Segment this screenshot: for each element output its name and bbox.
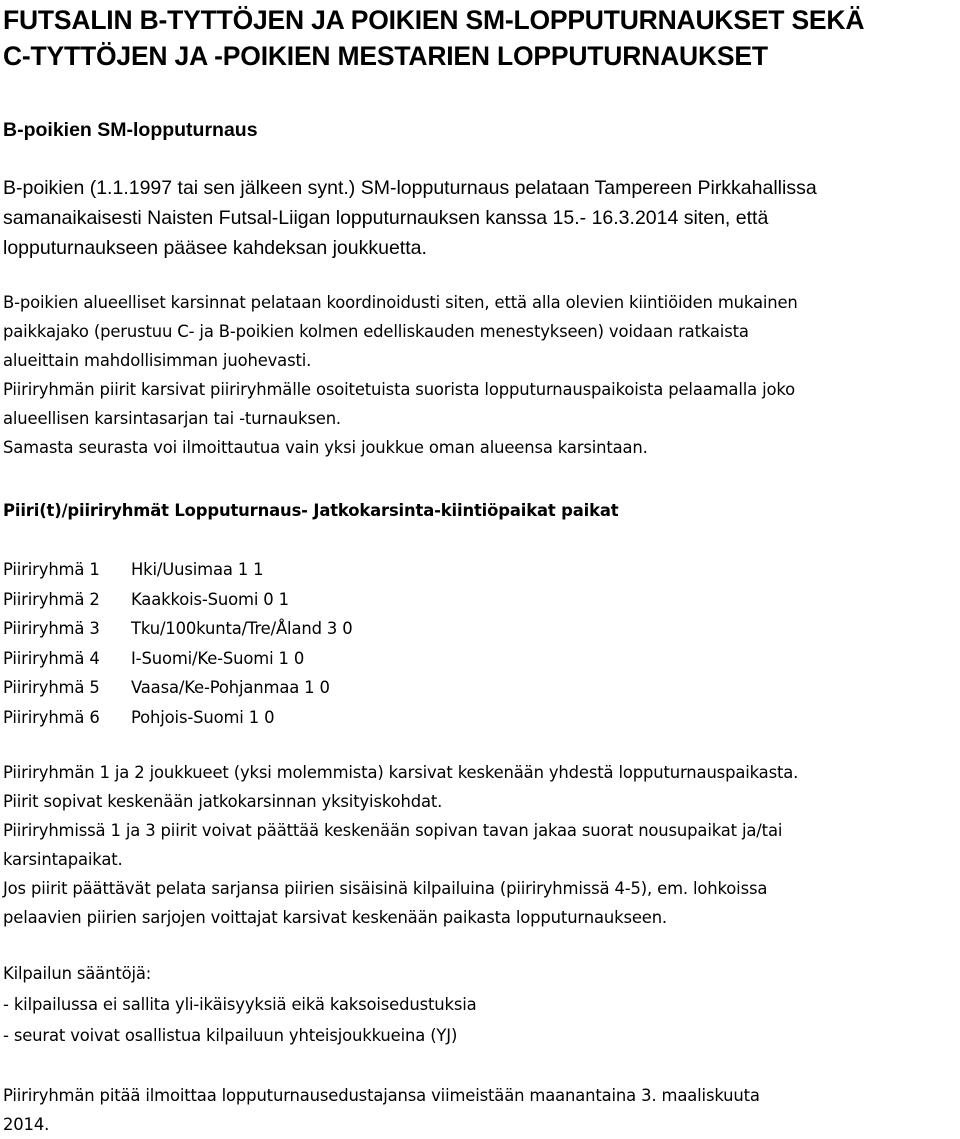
title-line-1: FUTSALIN B-TYTTÖJEN JA POIKIEN SM-LOPPUTURNAUKSET SEKÄ (3, 5, 865, 35)
intro-paragraph (3, 173, 953, 263)
text-line: lopputurnaukseen pääsee kahdeksan joukkuetta. (3, 237, 427, 259)
text-line: Piiriryhmän pitää ilmoittaa lopputurnausedustajansa viimeistään maanantaina 3. maaliskuuta (3, 1086, 760, 1105)
deadline-paragraph (3, 1081, 958, 1139)
notes-paragraph (3, 758, 958, 932)
group-row (3, 644, 353, 674)
text-line: Samasta seurasta voi ilmoittautua vain yksi joukkue oman alueensa karsintaan. (3, 438, 648, 457)
text-line: Piiriryhmissä 1 ja 3 piirit voivat päättää keskenään sopivan tavan jakaa suorat nousupaikat ja/tai (3, 821, 783, 840)
group-name: Piiriryhmä 5 (3, 678, 100, 698)
text-line: Jos piirit päättävät pelata sarjansa piirien sisäisinä kilpailuina (piiriryhmissä 4-5), em. lohkoissa (3, 879, 768, 898)
group-name: Piiriryhmä 2 (3, 589, 100, 609)
group-districts: Tku/100kunta/Tre/Åland 3 0 (131, 619, 353, 639)
group-name: Piiriryhmä 3 (3, 619, 100, 639)
document-title (3, 2, 953, 74)
group-districts: I-Suomi/Ke-Suomi 1 0 (131, 648, 305, 668)
group-name: Piiriryhmä 6 (3, 707, 100, 727)
text-line: Piiriryhmän 1 ja 2 joukkueet (yksi molemmista) karsivat keskenään yhdestä lopputurnauspaikasta. (3, 763, 799, 782)
rules-heading: Kilpailun sääntöjä: (3, 964, 152, 983)
text-line: karsintapaikat. (3, 850, 123, 869)
group-row (3, 555, 353, 585)
group-row (3, 585, 353, 615)
text-line: B-poikien (1.1.1997 tai sen jälkeen synt.) SM-lopputurnaus pelataan Tampereen Pirkkahallissa (3, 177, 817, 199)
text-line: Piirit sopivat keskenään jatkokarsinnan yksityiskohdat. (3, 792, 443, 811)
title-line-2: C-TYTTÖJEN JA -POIKIEN MESTARIEN LOPPUTURNAUKSET (3, 41, 768, 71)
group-name: Piiriryhmä 1 (3, 560, 100, 579)
group-districts: Pohjois-Suomi 1 0 (131, 707, 275, 727)
rule-item: - seurat voivat osallistua kilpailuun yhteisjoukkueina (YJ) (3, 1026, 458, 1045)
text-line: alueittain mahdollisimman juohevasti. (3, 351, 312, 370)
text-line: Piiriryhmän piirit karsivat piiriryhmälle osoitetuista suorista lopputurnauspaikoista pelaamalla joko (3, 380, 796, 399)
text-line: alueellisen karsintasarjan tai -turnauksen. (3, 409, 341, 428)
group-row (3, 614, 353, 644)
rule-item: - kilpailussa ei sallita yli-ikäisyyksiä eikä kaksoisedustuksia (3, 995, 477, 1014)
rules-section (3, 958, 958, 1051)
group-districts: Kaakkois-Suomi 0 1 (131, 589, 289, 609)
group-name: Piiriryhmä 4 (3, 648, 100, 668)
group-row (3, 673, 353, 703)
group-districts: Vaasa/Ke-Pohjanmaa 1 0 (131, 678, 330, 698)
district-groups-list (3, 555, 353, 733)
text-line: 2014. (3, 1115, 50, 1134)
text-line: paikkajako (perustuu C- ja B-poikien kolmen edelliskauden menestykseen) voidaan ratkaista (3, 322, 749, 341)
quota-heading: Piiri(t)/piiriryhmät Lopputurnaus- Jatkokarsinta-kiintiöpaikat paikat (3, 501, 619, 520)
qualifier-paragraph (3, 288, 958, 462)
group-row (3, 703, 353, 733)
text-line: B-poikien alueelliset karsinnat pelataan koordinoidusti siten, että alla olevien kiintiöiden mukainen (3, 293, 798, 312)
text-line: samanaikaisesti Naisten Futsal-Liigan lopputurnauksen kanssa 15.- 16.3.2014 siten, että (3, 207, 769, 229)
section-subtitle: B-poikien SM-lopputurnaus (3, 119, 258, 141)
text-line: pelaavien piirien sarjojen voittajat karsivat keskenään paikasta lopputurnaukseen. (3, 908, 667, 927)
group-districts: Hki/Uusimaa 1 1 (131, 560, 264, 579)
